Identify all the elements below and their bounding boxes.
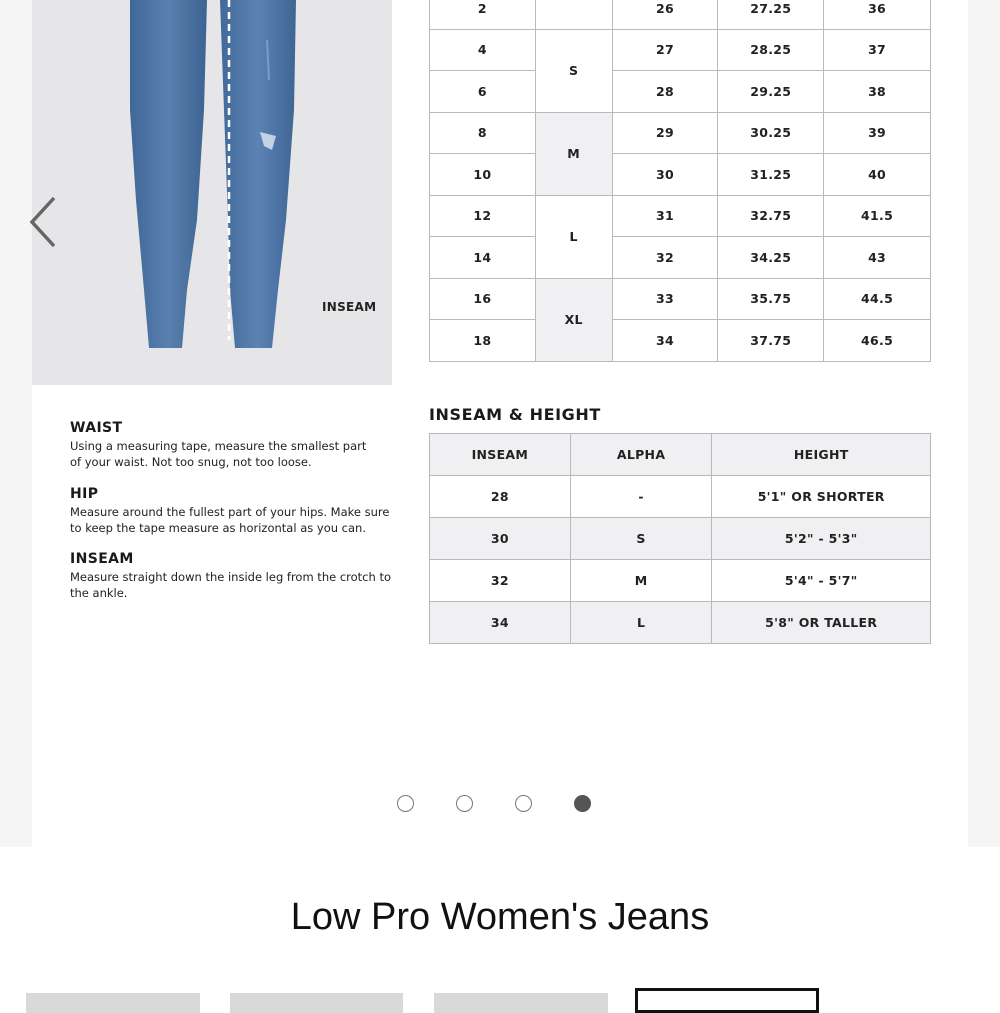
size-cell: 12 (430, 195, 536, 237)
size-cell: 16 (430, 278, 536, 320)
table-row (430, 320, 931, 362)
waist-guide (70, 420, 400, 470)
previous-slide-button[interactable] (26, 196, 62, 248)
hip-cell: 31.25 (718, 154, 824, 196)
size-cell: 8 (430, 112, 536, 154)
hip-cell: 28.25 (718, 29, 824, 71)
hip2-cell: 40 (824, 154, 931, 196)
waist-cell: 29 (612, 112, 718, 154)
hip2-cell: 46.5 (824, 320, 931, 362)
waist-text: Using a measuring tape, measure the smallest part of your waist. Not too snug, not too loose. (70, 439, 367, 469)
waist-cell: 31 (612, 195, 718, 237)
alpha-cell: L (570, 602, 712, 644)
hip-cell: 34.25 (718, 237, 824, 279)
inseam-height-heading: INSEAM & HEIGHT (429, 405, 601, 424)
table-row (430, 278, 931, 320)
carousel-dot-2[interactable] (456, 795, 473, 812)
hip2-cell: 38 (824, 71, 931, 113)
hip-title: HIP (70, 486, 99, 502)
height-cell: 5'1" OR SHORTER (712, 476, 931, 518)
inseam-title: INSEAM (70, 551, 134, 567)
table-row (430, 112, 931, 154)
hip-guide (70, 486, 400, 536)
table-row (430, 476, 931, 518)
hip-cell: 35.75 (718, 278, 824, 320)
hip-cell: 27.25 (718, 0, 824, 29)
table-row (430, 518, 931, 560)
inseam-text: Measure straight down the inside leg from the crotch to the ankle. (70, 570, 391, 600)
carousel-pagination (397, 795, 591, 812)
alpha-cell: L (535, 195, 612, 278)
waist-cell: 26 (612, 0, 718, 29)
table-row (430, 29, 931, 71)
hip2-cell: 39 (824, 112, 931, 154)
table-row (430, 71, 931, 113)
inseam-cell: 28 (430, 476, 571, 518)
jeans-illustration (32, 0, 392, 385)
alpha-cell (535, 0, 612, 29)
alpha-cell: S (570, 518, 712, 560)
product-thumbnail-2[interactable] (230, 993, 403, 1013)
inseam-cell: 30 (430, 518, 571, 560)
hip-cell: 29.25 (718, 71, 824, 113)
column-header: ALPHA (570, 434, 712, 476)
inseam-photo-label: INSEAM (322, 300, 377, 314)
size-cell: 4 (430, 29, 536, 71)
table-header-row (430, 434, 931, 476)
table-row (430, 602, 931, 644)
size-cell: 6 (430, 71, 536, 113)
table-row (430, 195, 931, 237)
table-row (430, 0, 931, 29)
alpha-cell: M (570, 560, 712, 602)
waist-cell: 27 (612, 29, 718, 71)
product-thumbnail-1[interactable] (26, 993, 200, 1013)
waist-cell: 28 (612, 71, 718, 113)
waist-cell: 33 (612, 278, 718, 320)
hip-cell: 32.75 (718, 195, 824, 237)
size-cell: 2 (430, 0, 536, 29)
alpha-cell: XL (535, 278, 612, 361)
alpha-cell: - (570, 476, 712, 518)
product-thumbnail-4[interactable] (635, 988, 819, 1013)
hip-text: Measure around the fullest part of your hips. Make sure to keep the tape measure as horizontal as you can. (70, 505, 390, 535)
alpha-cell: S (535, 29, 612, 112)
table-row (430, 560, 931, 602)
carousel-dot-1[interactable] (397, 795, 414, 812)
product-thumbnail-3[interactable] (434, 993, 608, 1013)
height-cell: 5'4" - 5'7" (712, 560, 931, 602)
table-row (430, 154, 931, 196)
hip2-cell: 41.5 (824, 195, 931, 237)
inseam-guide (70, 551, 400, 601)
hip-cell: 30.25 (718, 112, 824, 154)
column-header: INSEAM (430, 434, 571, 476)
waist-cell: 34 (612, 320, 718, 362)
inseam-height-table (429, 433, 931, 644)
jeans-photo (32, 0, 392, 385)
hip2-cell: 44.5 (824, 278, 931, 320)
chevron-left-icon (26, 196, 62, 248)
carousel-dot-3[interactable] (515, 795, 532, 812)
size-cell: 18 (430, 320, 536, 362)
hip2-cell: 36 (824, 0, 931, 29)
alpha-cell: M (535, 112, 612, 195)
inseam-cell: 32 (430, 560, 571, 602)
column-header: HEIGHT (712, 434, 931, 476)
product-title: Low Pro Women's Jeans (290, 896, 710, 938)
size-cell: 14 (430, 237, 536, 279)
height-cell: 5'2" - 5'3" (712, 518, 931, 560)
hip2-cell: 37 (824, 29, 931, 71)
waist-cell: 32 (612, 237, 718, 279)
size-chart-table (429, 0, 931, 362)
waist-title: WAIST (70, 420, 123, 436)
inseam-cell: 34 (430, 602, 571, 644)
waist-cell: 30 (612, 154, 718, 196)
carousel-dot-4[interactable] (574, 795, 591, 812)
height-cell: 5'8" OR TALLER (712, 602, 931, 644)
hip-cell: 37.75 (718, 320, 824, 362)
table-row (430, 237, 931, 279)
size-cell: 10 (430, 154, 536, 196)
hip2-cell: 43 (824, 237, 931, 279)
